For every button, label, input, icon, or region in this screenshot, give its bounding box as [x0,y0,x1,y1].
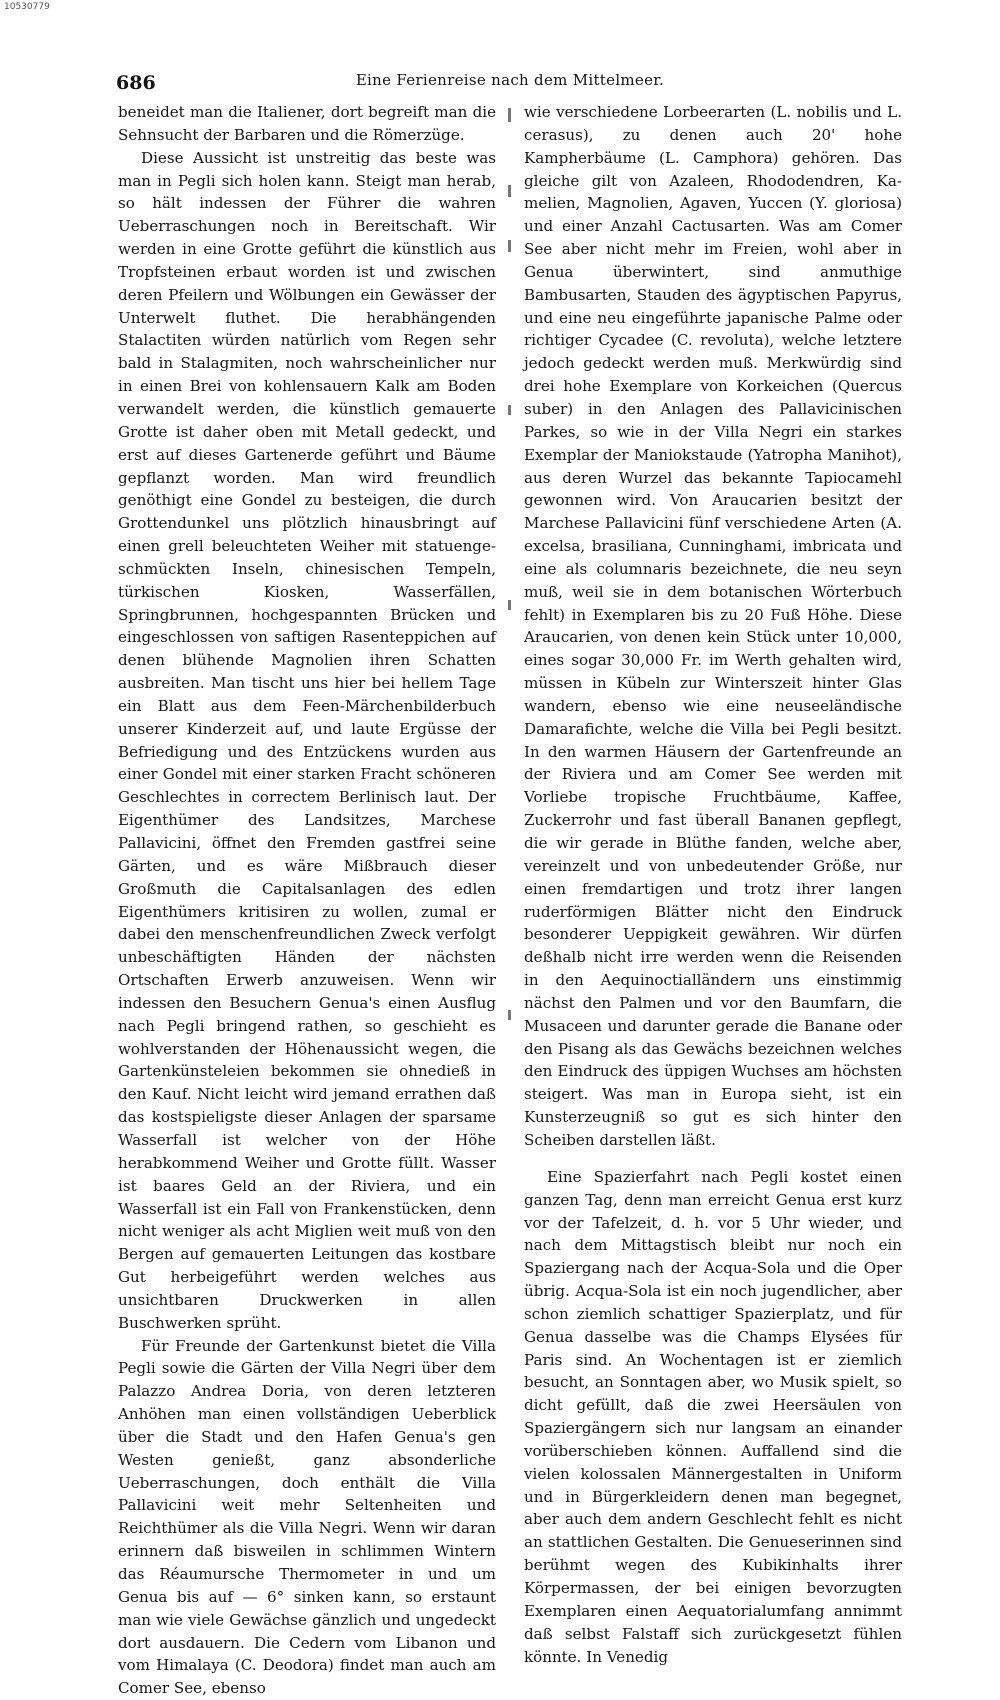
gutter-mark [508,240,511,252]
paragraph: wie verschiedene Lorbeerarten (L. nobilis und L. cerasus), zu denen auch 20' hohe Kampherbäume (L. Camphora) gehören. Das gleiche gilt von Azaleen, Rhododendren, Kamelien, Magnolien, Agaven, Yuccen (Y. gloriosa) und einer Anzahl Cactusarten. Was am Comer See aber nicht mehr im Freien, wohl aber in Genua überwintert, sind anmuthige Bambusarten, Stauden des ägyptischen Papyrus, und eine neu eingeführte japanische Palme oder richtiger Cycadee (C. revoluta), welche letztere jedoch gedeckt werden muß. Merkwürdig sind drei hohe Exemplare von Korkeichen (Quercus suber) in den Anlagen des Pallavicinischen Parkes, so wie in der Villa Negri ein starkes Exemplar der Maniokstaude (Yatropha Manihot), aus deren Wurzel das bekannte Tapiocamehl gewonnen wird. Von Araucarien besitzt der Marchese Pallavicini fünf verschiedene Arten (A. excelsa, brasiliana, Cunninghami, imbricata und eine als columnaris bezeichnete, die neu seyn muß, weil sie in dem botanischen Wörterbuch fehlt) in Exemplaren bis zu 20 Fuß Höhe. Diese Araucarien, von denen kein Stück unter 10,000, eines sogar 30,000 Fr. im Werth gehalten wird, müssen in Kübeln zur Winterszeit hinter Glas wandern, ebenso wie eine neuseeländische Damarafichte, welche die Villa bei Pegli besitzt. In den warmen Häusern der Gartenfreunde an der Riviera und am Comer See werden mit Vorliebe tropische Fruchtbäume, Kaffee, Zuckerrohr und fast überall Bananen gepflegt, die wir gerade in Blüthe fanden, welche aber, vereinzelt und von unbedeutender Größe, nur einen fremdartigen und trotz ihrer langen ruderförmigen Blätter nicht den Eindruck besonderer Ueppigkeit gewähren. Wir dürfen deßhalb nicht irre werden wenn die Reisenden in den Aequinoctialländern uns einstimmig nächst den Palmen und vor den Baumfarn, die Musaceen und darunter gerade die Banane oder den Pisang als das Gewächs bezeichnen welches den Eindruck des üppigen Wuchses am höchsten steigert. Was man in Europa sieht, ist ein Kunsterzeugniß so gut es sich hinter den Scheiben darstellen läßt. [524,103,902,1149]
scan-id: 10530779 [4,2,50,12]
gutter-mark [508,405,511,415]
right-column [524,101,902,1668]
gutter-mark [508,1010,511,1020]
page-number: 686 [116,72,156,94]
running-head: Eine Ferienreise nach dem Mittelmeer. [355,71,665,89]
paragraph: Diese Aussicht ist unstreitig das beste was man in Pegli sich holen kann. Steigt man herab, so hält indessen der Führer die wahren Ueberraschungen noch in Bereitschaft. Wir werden in eine Grotte geführt die künstlich aus Tropfsteinen erbaut worden ist und zwischen deren Pfeilern und Wölbungen ein Gewässer der Unterwelt fluthet. Die herabhängenden Stalactiten würden natürlich vom Regen sehr bald in Stalagmiten, noch wahrscheinlicher nur in einen Brei von kohlensauern Kalk am Boden verwandelt werden, die künstlich gemauerte Grotte ist daher oben mit Metall gedeckt, und erst auf dieses Gartenerde geführt und Bäume gepflanzt worden. Man wird freundlich genöthigt eine Gondel zu besteigen, die durch Grottendunkel uns plötzlich hinausbringt auf einen grell beleuchteten Weiher mit statuengeschmückten Inseln, chinesischen Tempeln, türkischen Kiosken, Wasserfällen, Springbrunnen, hochgespannten Brücken und eingeschlossen von saftigen Rasenteppichen auf denen blühende Magnolien ihren Schatten ausbreiten. Man tischt uns hier bei hellem Tage ein Blatt aus dem Feen-Märchenbilderbuch unserer Kinderzeit auf, und laute Ergüsse der Befriedigung und des Entzückens wurden aus einer Gondel mit einer starken Fracht schöneren Geschlechtes in correctem Berlinisch laut. Der Eigenthümer des Landsitzes, Marchese Pallavicini, öffnet den Fremden gastfrei seine Gärten, und es wäre Mißbrauch dieser Großmuth die Capitalsanlagen des edlen Eigenthümers kritisiren zu wollen, zumal er dabei den menschenfreundlichen Zweck verfolgt unbeschäftigten Händen der nächsten Ortschaften Erwerb anzuweisen. Wenn wir indessen den Besuchern Genua's einen Ausflug nach Pegli bringend rathen, so geschieht es wohlverstanden der Höhenaussicht wegen, die Gartenkünsteleien bekommen sie ohnedieß in den Kauf. Nicht leicht wird jemand errathen daß das kostspieligste dieser Anlagen der sparsame Wasserfall ist welcher von der Höhe herabkommend Weiher und Grotte füllt. Wasser ist baares Geld an der Riviera, und ein Wasserfall ist ein Fall von Frankenstücken, denn nicht weniger als acht Miglien weit muß von den Bergen auf gemauerten Leitungen das kostbare Gut herbeigeführt werden welches aus unsichtbaren Druckwerken in allen Buschwerken sprüht. [118,148,496,1332]
gutter-mark [508,600,511,610]
left-column [118,101,496,1700]
gutter-mark [508,108,511,122]
gutter-mark [508,185,511,197]
paragraph: Eine Spazierfahrt nach Pegli kostet einen ganzen Tag, denn man erreicht Genua erst kurz vor der Tafelzeit, d. h. vor 5 Uhr wieder, und nach dem Mittagstisch bleibt nur noch ein Spaziergang nach der Acqua-Sola und die Oper übrig. Acqua-Sola ist ein noch jugendlicher, aber schon ziemlich schattiger Spazierplatz, und für Genua dasselbe was die Champs Elysées für Paris sind. An Wochentagen ist er ziemlich besucht, an Sonntagen aber, wo Musik spielt, so dicht gefüllt, daß die zwei Heersäulen von Spaziergängern sich nur langsam an einander vorüberschieben können. Auffallend sind die vielen kolossalen Männergestalten in Uniform und in Bürgerkleidern denen man begegnet, aber auch dem andern Geschlecht fehlt es nicht an stattlichen Gestalten. Die Genueserinnen sind berühmt wegen des Kubikinhalts ihrer Körpermassen, der bei einigen bevorzugten Exemplaren einen Aequatorialumfang annimmt daß selbst Falstaff sich zurückgesetzt fühlen könnte. In Venedig [524,1167,902,1666]
paragraph: Für Freunde der Gartenkunst bietet die Villa Pegli sowie die Gärten der Villa Negri über dem Palazzo Andrea Doria, von deren letzteren Anhöhen man einen vollständigen Ueberblick über die Stadt und den Hafen Genua's gen Westen genießt, ganz absonderliche Ueberraschungen, doch enthält die Villa Pallavicini weit mehr Seltenheiten und Reichthümer als die Villa Negri. Wenn wir daran erinnern daß bisweilen in schlimmen Wintern das Réaumursche Thermometer in und um Genua bis auf — 6° sinken kann, so erstaunt man wie viele Gewächse gänzlich und ungedeckt dort ausdauern. Die Cedern vom Libanon und vom Himalaya (C. Deodora) findet man auch am Comer See, ebenso [118,1336,496,1698]
paragraph: beneidet man die Italiener, dort begreift man die Sehnsucht der Barbaren und die Römerzüge. [118,103,496,144]
